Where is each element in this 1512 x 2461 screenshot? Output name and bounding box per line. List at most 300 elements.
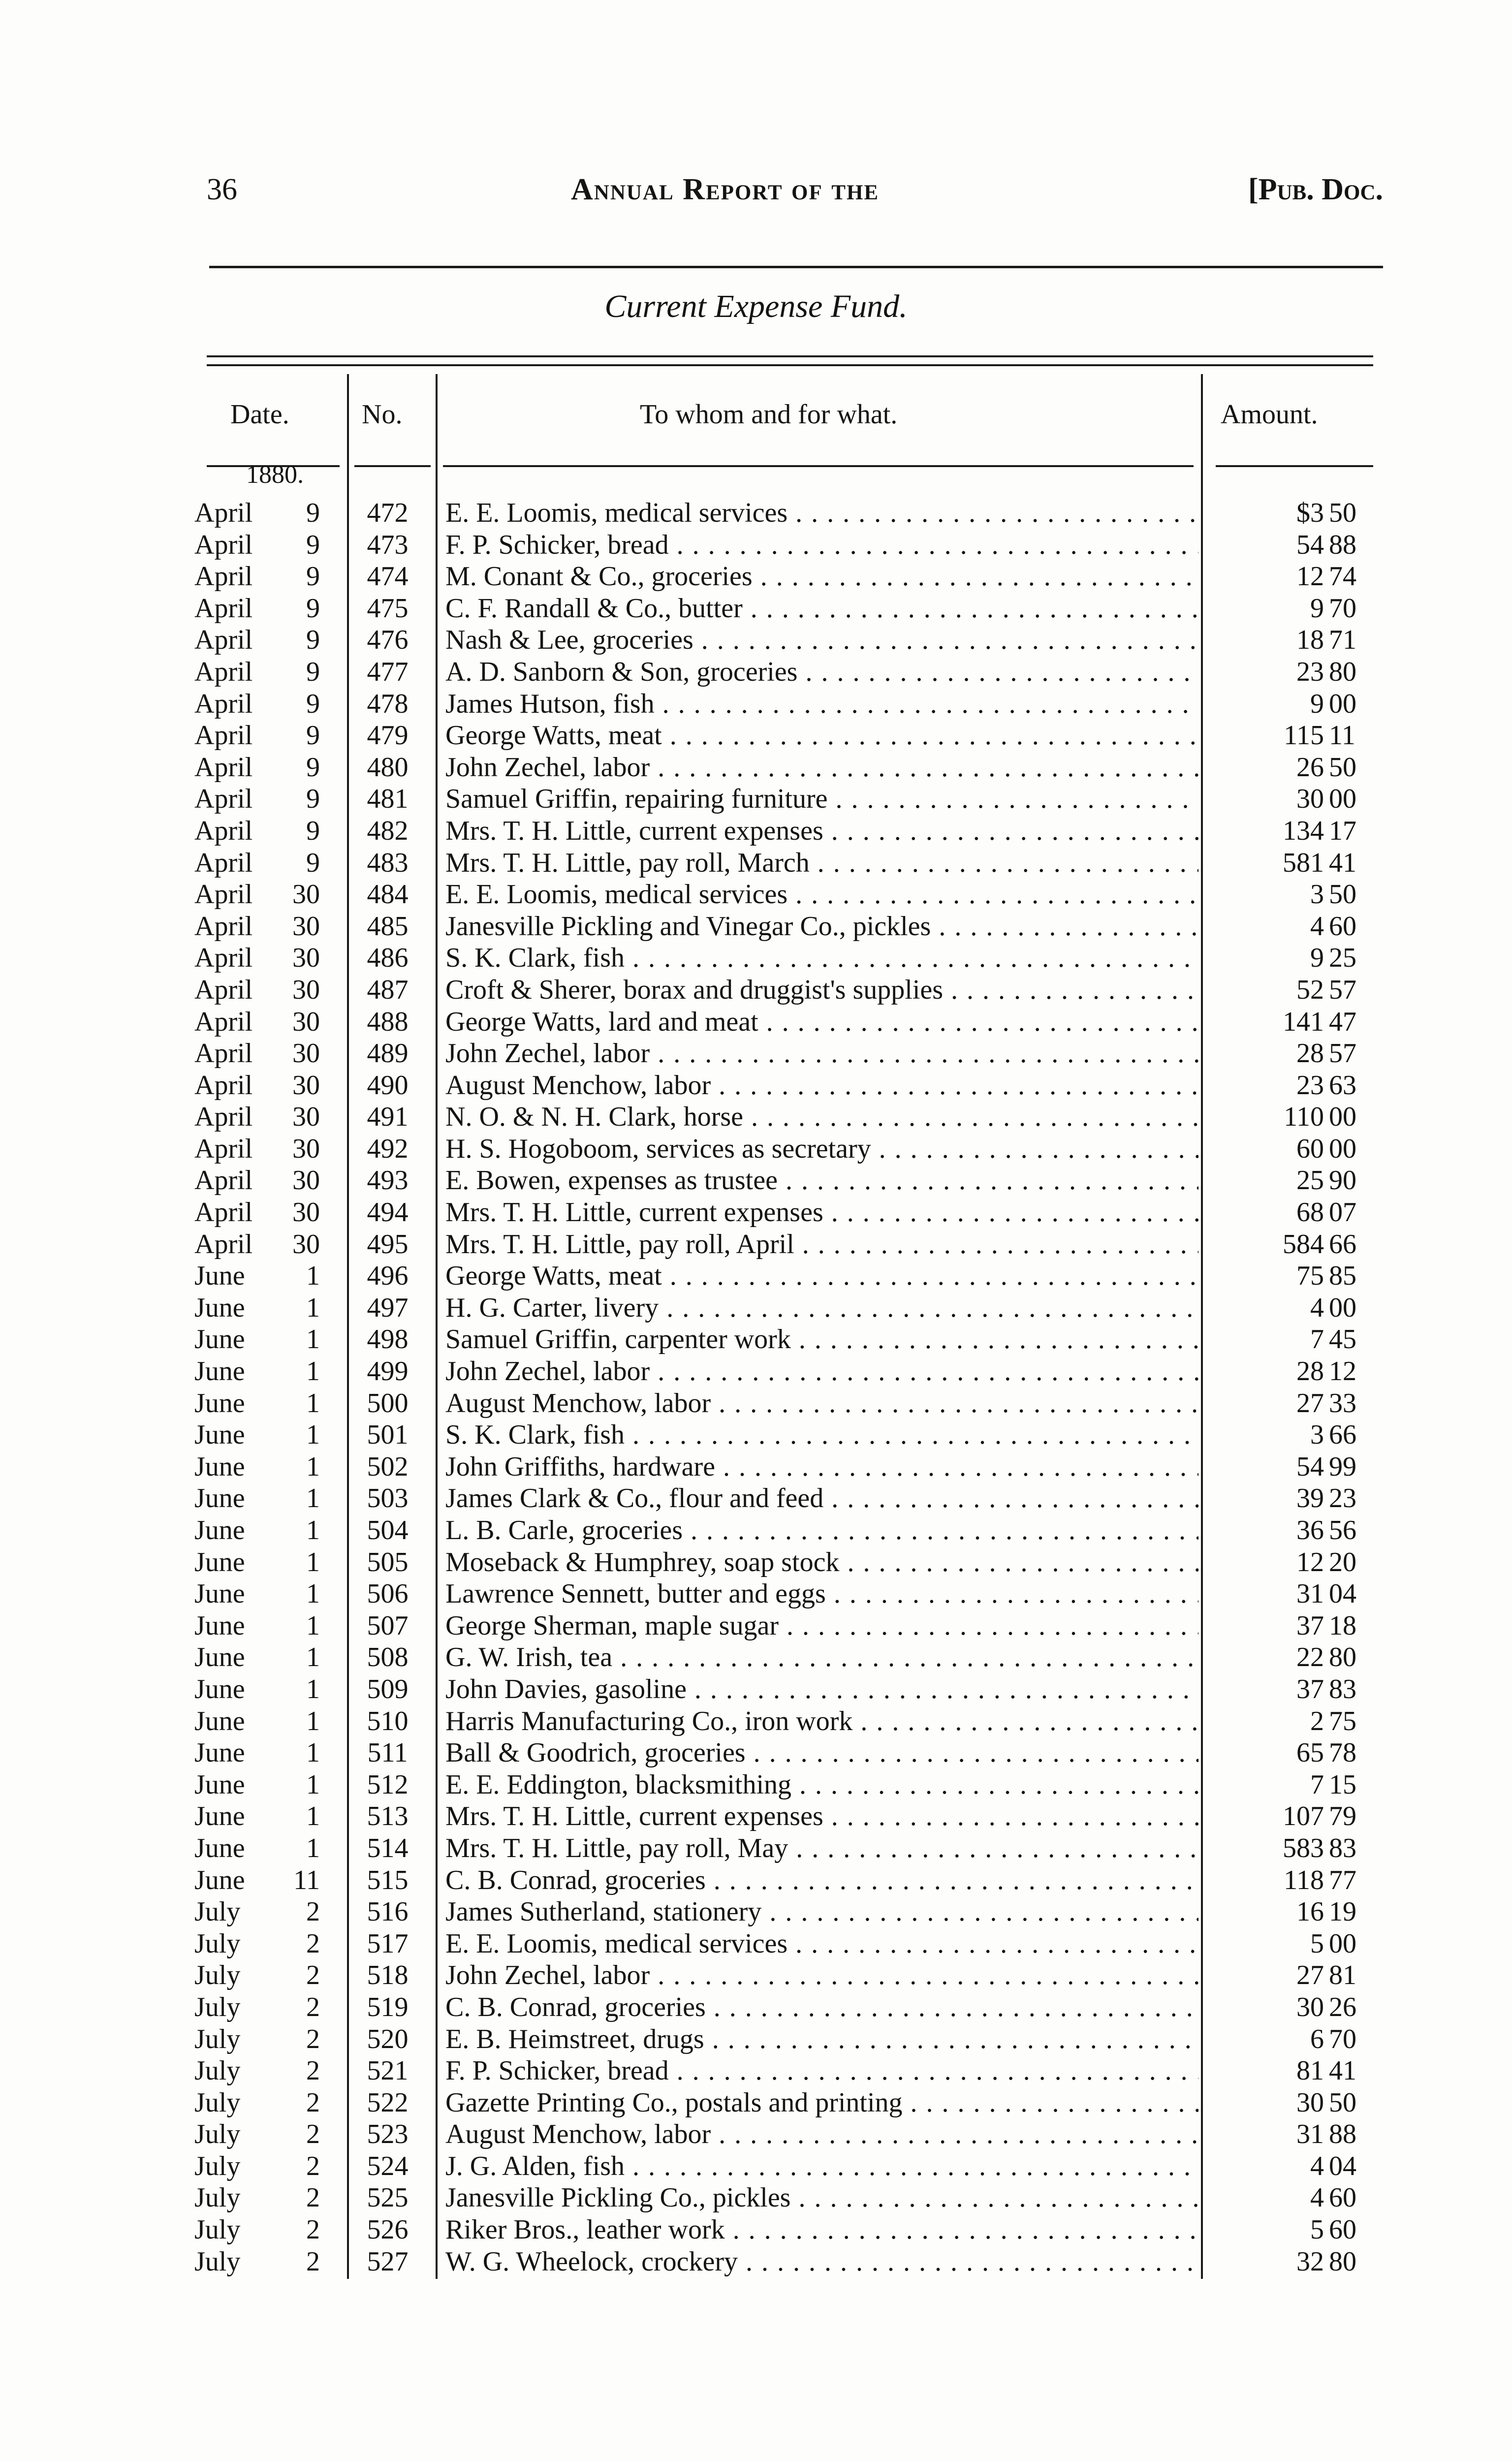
entry-amount-cents: 77 [1329,1864,1356,1895]
entry-amount-dollars: 110 [1284,1102,1324,1133]
entry-month: July [194,1991,241,2022]
entry-month: April [194,879,253,910]
table-title: Current Expense Fund. [604,288,908,324]
entry-month: April [194,498,253,528]
entry-amount-dollars: 52 [1296,974,1324,1005]
entry-day: 1 [306,1642,320,1673]
entry-amount-cents: 90 [1329,1165,1356,1196]
entry-description: James Clark & Co., flour and feed . . . [445,1483,1198,1514]
entry-amount-cents: 88 [1329,529,1356,560]
entry-number: 481 [367,784,409,815]
entry-number: 491 [367,1102,409,1133]
entry-amount-dollars: 31 [1296,2119,1324,2150]
entry-amount-dollars: 23 [1296,656,1324,687]
entry-amount-dollars: 60 [1296,1133,1324,1164]
entry-description: John Zechel, labor . . . [445,1959,1198,1991]
entry-amount-dollars: 36 [1296,1515,1324,1546]
entry-amount-dollars: 7 [1310,1769,1324,1800]
entry-amount-dollars: 3 [1310,879,1324,910]
entry-description: Nash & Lee, groceries . . . [445,624,1198,656]
header-underline-number [354,465,431,467]
entry-amount-cents: 63 [1329,1070,1356,1101]
entry-day: 2 [306,1896,320,1927]
entry-day: 1 [306,1801,320,1832]
entry-number: 507 [367,1610,409,1641]
entry-month: June [194,1673,245,1704]
entry-month: June [194,1261,245,1292]
entry-amount-dollars: 68 [1296,1197,1324,1228]
entry-description: C. B. Conrad, groceries . . . [445,1991,1198,2023]
header-rule [209,266,1383,268]
entry-amount-cents: 41 [1329,2055,1356,2086]
entry-month: June [194,1292,245,1323]
entry-number: 516 [367,1896,409,1927]
entry-number: 511 [367,1737,408,1768]
entry-number: 506 [367,1578,409,1609]
entry-number: 496 [367,1261,409,1292]
entry-amount-dollars: 28 [1296,1038,1324,1069]
entry-description: August Menchow, labor . . . [445,1388,1198,1419]
entry-month: April [194,1197,253,1228]
entry-day: 9 [306,529,320,560]
entry-day: 30 [292,1165,320,1196]
entry-amount-cents: 99 [1329,1451,1356,1482]
entry-amount-cents: 00 [1329,1292,1356,1323]
entry-amount-cents: 00 [1329,784,1356,815]
ledger-row [0,2150,1512,2182]
entry-description: E. E. Eddington, blacksmithing . . . [445,1769,1198,1800]
ledger-row [0,2087,1512,2119]
entry-amount-dollars: 4 [1310,911,1324,942]
entry-month: April [194,943,253,974]
table-top-rule-1 [207,355,1373,357]
entry-number: 526 [367,2214,409,2245]
entry-month: April [194,1102,253,1133]
entry-number: 500 [367,1388,409,1419]
entry-amount-cents: 83 [1329,1673,1356,1704]
entry-month: July [194,2150,241,2181]
entry-day: 1 [306,1515,320,1546]
entry-amount-cents: 04 [1329,1578,1356,1609]
entry-description: Riker Bros., leather work . . . [445,2214,1198,2245]
ledger-row [0,911,1512,943]
entry-number: 485 [367,911,409,942]
entry-amount-dollars: 31 [1296,1578,1324,1609]
ledger-row [0,688,1512,720]
entry-month: April [194,625,253,656]
entry-number: 518 [367,1960,409,1991]
entry-amount-dollars: 118 [1284,1864,1324,1895]
entry-amount-cents: 75 [1329,1705,1356,1736]
entry-day: 1 [306,1420,320,1451]
entry-day: 1 [306,1324,320,1355]
entry-day: 2 [306,2023,320,2054]
entry-description: Ball & Goodrich, groceries . . . [445,1737,1198,1768]
entry-amount-dollars: 4 [1310,2182,1324,2213]
entry-description: Mrs. T. H. Little, current expenses . . . [445,1197,1198,1228]
entry-number: 495 [367,1229,409,1260]
entry-amount-dollars: 6 [1310,2023,1324,2054]
entry-day: 1 [306,1292,320,1323]
entry-description: George Watts, lard and meat . . . [445,1006,1198,1038]
ledger-row [0,2182,1512,2214]
entry-amount-cents: 80 [1329,1642,1356,1673]
year-label: 1880. [246,461,304,489]
entry-number: 519 [367,1991,409,2022]
entry-amount-cents: 07 [1329,1197,1356,1228]
entry-description: Lawrence Sennett, butter and eggs . . . [445,1578,1198,1609]
entry-amount-dollars: 115 [1284,720,1324,751]
entry-month: July [194,2087,241,2118]
entry-number: 474 [367,561,409,592]
ledger-row [0,847,1512,879]
page-header [207,172,1383,221]
entry-day: 30 [292,1229,320,1260]
entry-number: 505 [367,1546,409,1578]
entry-day: 30 [292,943,320,974]
entry-day: 1 [306,1451,320,1482]
entry-amount-dollars: 9 [1310,943,1324,974]
entry-day: 2 [306,2087,320,2118]
entry-day: 2 [306,2055,320,2086]
entry-number: 475 [367,593,409,624]
entry-description: A. D. Sanborn & Son, groceries . . . [445,656,1198,688]
entry-amount-cents: 20 [1329,1546,1356,1578]
entry-number: 521 [367,2055,409,2086]
entry-amount-cents: 57 [1329,1038,1356,1069]
entry-day: 2 [306,2150,320,2181]
entry-description: George Watts, meat . . . [445,720,1198,751]
entry-day: 2 [306,2119,320,2150]
entry-day: 9 [306,498,320,528]
entry-description: Janesville Pickling Co., pickles . . . [445,2182,1198,2213]
entry-amount-dollars: 27 [1296,1960,1324,1991]
entry-amount-dollars: 12 [1296,1546,1324,1578]
entry-amount-cents: 60 [1329,2182,1356,2213]
entry-day: 30 [292,1133,320,1164]
entry-amount-cents: 81 [1329,1960,1356,1991]
entry-amount-dollars: 18 [1296,625,1324,656]
entry-month: April [194,1006,253,1037]
ledger-entries [0,497,1512,2277]
entry-month: July [194,1960,241,1991]
entry-month: July [194,2023,241,2054]
entry-number: 497 [367,1292,409,1323]
entry-amount-cents: 74 [1329,561,1356,592]
ledger-row [0,2055,1512,2087]
entry-amount-cents: 26 [1329,1991,1356,2022]
entry-number: 514 [367,1832,409,1863]
entry-description: H. S. Hogoboom, services as secretary . . . [445,1133,1198,1165]
entry-description: C. F. Randall & Co., butter . . . [445,593,1198,624]
ledger-row [0,1769,1512,1801]
ledger-row [0,1832,1512,1864]
entry-description: Mrs. T. H. Little, pay roll, May . . . [445,1832,1198,1864]
running-title: Annual Report of the [571,173,880,206]
entry-amount-cents: 70 [1329,593,1356,624]
column-header-number: No. [362,399,403,430]
entry-amount-dollars: 28 [1296,1356,1324,1387]
entry-amount-dollars: 65 [1296,1737,1324,1768]
entry-month: April [194,1165,253,1196]
ledger-row [0,1928,1512,1960]
entry-amount-cents: 25 [1329,943,1356,974]
entry-description: L. B. Carle, groceries . . . [445,1514,1198,1546]
entry-amount-cents: 23 [1329,1483,1356,1514]
column-header-amount: Amount. [1221,399,1318,430]
entry-day: 1 [306,1546,320,1578]
entry-description: Mrs. T. H. Little, current expenses . . . [445,815,1198,847]
entry-description: John Zechel, labor . . . [445,752,1198,783]
entry-amount-dollars: 30 [1296,784,1324,815]
entry-description: H. G. Carter, livery . . . [445,1292,1198,1324]
entry-amount-cents: 47 [1329,1006,1356,1037]
ledger-row [0,942,1512,974]
entry-number: 487 [367,974,409,1005]
entry-amount-cents: 88 [1329,2119,1356,2150]
entry-description: August Menchow, labor . . . [445,1070,1198,1101]
ledger-row [0,497,1512,529]
entry-day: 9 [306,688,320,719]
ledger-row [0,1451,1512,1483]
entry-amount-dollars: 27 [1296,1388,1324,1419]
entry-amount-cents: 78 [1329,1737,1356,1768]
column-header-description: To whom and for what. [640,399,898,430]
entry-day: 9 [306,784,320,815]
entry-amount-cents: 85 [1329,1261,1356,1292]
entry-number: 472 [367,498,409,528]
entry-description: G. W. Irish, tea . . . [445,1641,1198,1673]
entry-amount-cents: 60 [1329,911,1356,942]
ledger-row [0,1101,1512,1133]
ledger-row [0,1197,1512,1229]
entry-day: 1 [306,1737,320,1768]
ledger-row [0,1514,1512,1546]
entry-number: 480 [367,752,409,783]
entry-amount-dollars: 141 [1283,1006,1324,1037]
ledger-row [0,624,1512,656]
entry-month: April [194,847,253,878]
entry-number: 522 [367,2087,409,2118]
entry-number: 510 [367,1705,409,1736]
entry-month: April [194,1038,253,1069]
ledger-row [0,1006,1512,1038]
entry-amount-cents: 12 [1329,1356,1356,1387]
entry-description: F. P. Schicker, bread . . . [445,2055,1198,2086]
entry-amount-dollars: 32 [1296,2246,1324,2277]
entry-description: George Sherman, maple sugar . . . [445,1610,1198,1641]
ledger-row [0,1260,1512,1292]
entry-number: 504 [367,1515,409,1546]
entry-amount-dollars: 81 [1296,2055,1324,2086]
entry-number: 478 [367,688,409,719]
entry-amount-dollars: 30 [1296,1991,1324,2022]
entry-day: 2 [306,1991,320,2022]
entry-day: 30 [292,1006,320,1037]
entry-day: 30 [292,1197,320,1228]
ledger-row [0,1038,1512,1070]
entry-amount-cents: 50 [1329,498,1356,528]
entry-amount-dollars: 4 [1310,2150,1324,2181]
entry-amount-cents: 00 [1329,1928,1356,1959]
entry-number: 525 [367,2182,409,2213]
entry-month: June [194,1610,245,1641]
entry-day: 2 [306,2246,320,2277]
entry-number: 509 [367,1673,409,1704]
entry-day: 2 [306,2182,320,2213]
entry-day: 1 [306,1356,320,1387]
entry-amount-dollars: 16 [1296,1896,1324,1927]
entry-amount-dollars: 7 [1310,1324,1324,1355]
entry-amount-dollars: 9 [1310,688,1324,719]
entry-amount-cents: 50 [1329,879,1356,910]
entry-day: 1 [306,1578,320,1609]
entry-number: 515 [367,1864,409,1895]
entry-description: N. O. & N. H. Clark, horse . . . [445,1101,1198,1133]
entry-description: E. E. Loomis, medical services . . . [445,497,1198,529]
entry-month: April [194,529,253,560]
entry-day: 30 [292,879,320,910]
ledger-row [0,1959,1512,1991]
entry-month: April [194,656,253,687]
entry-amount-cents: 11 [1329,720,1355,751]
entry-number: 492 [367,1133,409,1164]
entry-amount-cents: 19 [1329,1896,1356,1927]
entry-description: John Zechel, labor . . . [445,1038,1198,1069]
entry-amount-cents: 45 [1329,1324,1356,1355]
entry-month: June [194,1356,245,1387]
entry-month: June [194,1420,245,1451]
entry-amount-cents: 00 [1329,1102,1356,1133]
entry-month: June [194,1483,245,1514]
entry-amount-cents: 71 [1329,625,1356,656]
ledger-row [0,529,1512,561]
ledger-row [0,1864,1512,1896]
ledger-row [0,1419,1512,1451]
ledger-row [0,1388,1512,1420]
entry-day: 9 [306,752,320,783]
entry-amount-cents: 33 [1329,1388,1356,1419]
entry-amount-dollars: 5 [1310,2214,1324,2245]
entry-description: E. Bowen, expenses as trustee . . . [445,1165,1198,1196]
entry-description: Samuel Griffin, repairing furniture . . . [445,783,1198,815]
entry-number: 503 [367,1483,409,1514]
entry-amount-cents: 80 [1329,2246,1356,2277]
ledger-row [0,879,1512,911]
entry-day: 9 [306,815,320,846]
entry-number: 484 [367,879,409,910]
entry-description: August Menchow, labor . . . [445,2118,1198,2150]
entry-day: 1 [306,1769,320,1800]
entry-day: 1 [306,1832,320,1863]
entry-amount-cents: 66 [1329,1229,1356,1260]
entry-day: 2 [306,2214,320,2245]
entry-amount-dollars: 3 [1310,1420,1324,1451]
entry-month: April [194,974,253,1005]
entry-month: June [194,1324,245,1355]
entry-description: M. Conant & Co., groceries . . . [445,561,1198,592]
entry-month: June [194,1801,245,1832]
entry-day: 11 [293,1864,320,1895]
entry-amount-dollars: 37 [1296,1610,1324,1641]
ledger-row [0,2023,1512,2055]
entry-month: April [194,1229,253,1260]
entry-description: James Sutherland, stationery . . . [445,1896,1198,1927]
entry-amount-cents: 60 [1329,2214,1356,2245]
entry-month: June [194,1705,245,1736]
entry-day: 30 [292,974,320,1005]
entry-day: 9 [306,625,320,656]
entry-amount-dollars: 134 [1283,815,1324,846]
entry-amount-cents: 50 [1329,2087,1356,2118]
entry-number: 483 [367,847,409,878]
entry-number: 508 [367,1642,409,1673]
entry-description: E. B. Heimstreet, drugs . . . [445,2023,1198,2055]
ledger-row [0,1070,1512,1102]
entry-amount-cents: 04 [1329,2150,1356,2181]
entry-amount-dollars: 26 [1296,752,1324,783]
ledger-row [0,1324,1512,1356]
entry-number: 520 [367,2023,409,2054]
ledger-row [0,1705,1512,1737]
entry-amount-dollars: 54 [1296,1451,1324,1482]
entry-day: 9 [306,720,320,751]
ledger-row [0,1737,1512,1769]
entry-number: 527 [367,2246,409,2277]
entry-number: 501 [367,1420,409,1451]
column-header-date: Date. [230,399,289,430]
entry-month: June [194,1515,245,1546]
entry-month: April [194,911,253,942]
entry-number: 512 [367,1769,409,1800]
entry-amount-dollars: $3 [1296,498,1324,528]
entry-amount-dollars: 22 [1296,1642,1324,1673]
entry-month: June [194,1832,245,1863]
entry-month: June [194,1451,245,1482]
entry-number: 482 [367,815,409,846]
entry-month: April [194,561,253,592]
ledger-row [0,1483,1512,1514]
entry-day: 2 [306,1928,320,1959]
entry-description: Samuel Griffin, carpenter work . . . [445,1324,1198,1355]
entry-amount-dollars: 75 [1296,1261,1324,1292]
entry-number: 502 [367,1451,409,1482]
entry-amount-cents: 79 [1329,1801,1356,1832]
entry-number: 498 [367,1324,409,1355]
entry-month: April [194,815,253,846]
entry-amount-cents: 70 [1329,2023,1356,2054]
ledger-row [0,593,1512,625]
entry-amount-cents: 83 [1329,1832,1356,1863]
ledger-row [0,2118,1512,2150]
entry-amount-dollars: 583 [1283,1832,1324,1863]
entry-amount-dollars: 54 [1296,529,1324,560]
entry-number: 479 [367,720,409,751]
entry-amount-dollars: 581 [1283,847,1324,878]
entry-description: James Hutson, fish . . . [445,688,1198,720]
entry-day: 1 [306,1705,320,1736]
entry-month: April [194,1070,253,1101]
entry-number: 489 [367,1038,409,1069]
entry-number: 523 [367,2119,409,2150]
ledger-row [0,1356,1512,1388]
ledger-row [0,1292,1512,1324]
entry-amount-cents: 66 [1329,1420,1356,1451]
entry-month: June [194,1769,245,1800]
entry-amount-cents: 56 [1329,1515,1356,1546]
entry-amount-dollars: 23 [1296,1070,1324,1101]
entry-month: April [194,720,253,751]
